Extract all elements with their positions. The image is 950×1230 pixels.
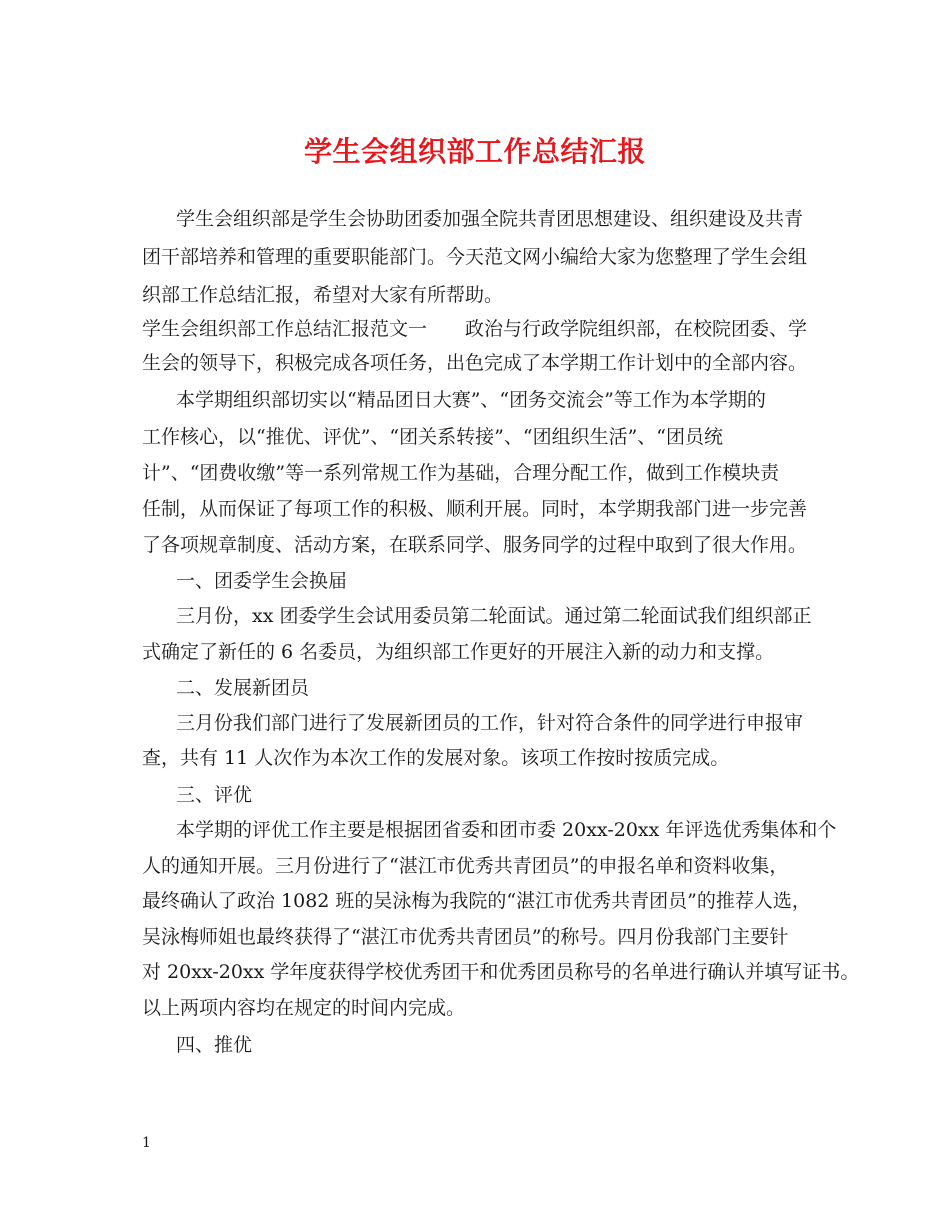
- section-heading: 三、评优: [176, 784, 253, 806]
- paragraph-line: 工作核心，以“推优、评优”、“团关系转接”、“团组织生活”、“团员统: [142, 426, 723, 448]
- paragraph-line: 计”、“团费收缴”等一系列常规工作为基础，合理分配工作，做到工作模块责: [142, 462, 780, 484]
- paragraph-line: 最终确认了政治 1082 班的吴泳梅为我院的“湛江市优秀共青团员”的推荐人选，: [142, 890, 811, 912]
- paragraph-line: 三月份，xx 团委学生会试用委员第二轮面试。通过第二轮面试我们组织部正: [176, 605, 812, 627]
- paragraph-line: 团干部培养和管理的重要职能部门。今天范文网小编给大家为您整理了学生会组: [142, 246, 808, 268]
- paragraph-line: 吴泳梅师姐也最终获得了“湛江市优秀共青团员”的称号。四月份我部门主要针: [142, 926, 789, 948]
- section-heading: 四、推优: [176, 1034, 253, 1056]
- section-heading: 一、团委学生会换届: [176, 570, 348, 592]
- paragraph-line: 人的通知开展。三月份进行了“湛江市优秀共青团员”的申报名单和资料收集，: [142, 855, 789, 877]
- paragraph-line: 学生会组织部工作总结汇报范文一 政治与行政学院组织部，在校院团委、学: [142, 318, 808, 340]
- paragraph-line: 本学期的评优工作主要是根据团省委和团市委 20xx-20xx 年评选优秀集体和个: [176, 819, 837, 841]
- paragraph-line: 学生会组织部是学生会协助团委加强全院共青团思想建设、组织建设及共青: [176, 208, 804, 230]
- page-number: 1: [142, 1135, 151, 1151]
- paragraph-line: 生会的领导下，积极完成各项任务，出色完成了本学期工作计划中的全部内容。: [142, 352, 808, 374]
- paragraph-line: 织部工作总结汇报，希望对大家有所帮助。: [142, 284, 504, 306]
- paragraph-line: 查，共有 11 人次作为本次工作的发展对象。该项工作按时按质完成。: [142, 747, 730, 769]
- document-title: 学生会组织部工作总结汇报: [303, 135, 646, 168]
- section-heading: 二、发展新团员: [176, 677, 310, 699]
- paragraph-line: 三月份我们部门进行了发展新团员的工作，针对符合条件的同学进行申报审: [176, 712, 804, 734]
- paragraph-line: 本学期组织部切实以“精品团日大赛”、“团务交流会”等工作为本学期的: [176, 389, 766, 411]
- paragraph-line: 任制，从而保证了每项工作的积极、顺利开展。同时，本学期我部门进一步完善: [142, 498, 808, 520]
- paragraph-line: 式确定了新任的 6 名委员，为组织部工作更好的开展注入新的动力和支撑。: [142, 641, 775, 663]
- paragraph-line: 了各项规章制度、活动方案，在联系同学、服务同学的过程中取到了很大作用。: [142, 534, 808, 556]
- paragraph-line: 以上两项内容均在规定的时间内完成。: [142, 997, 466, 1019]
- paragraph-line: 对 20xx-20xx 学年度获得学校优秀团干和优秀团员称号的名单进行确认并填写证书。: [142, 961, 860, 983]
